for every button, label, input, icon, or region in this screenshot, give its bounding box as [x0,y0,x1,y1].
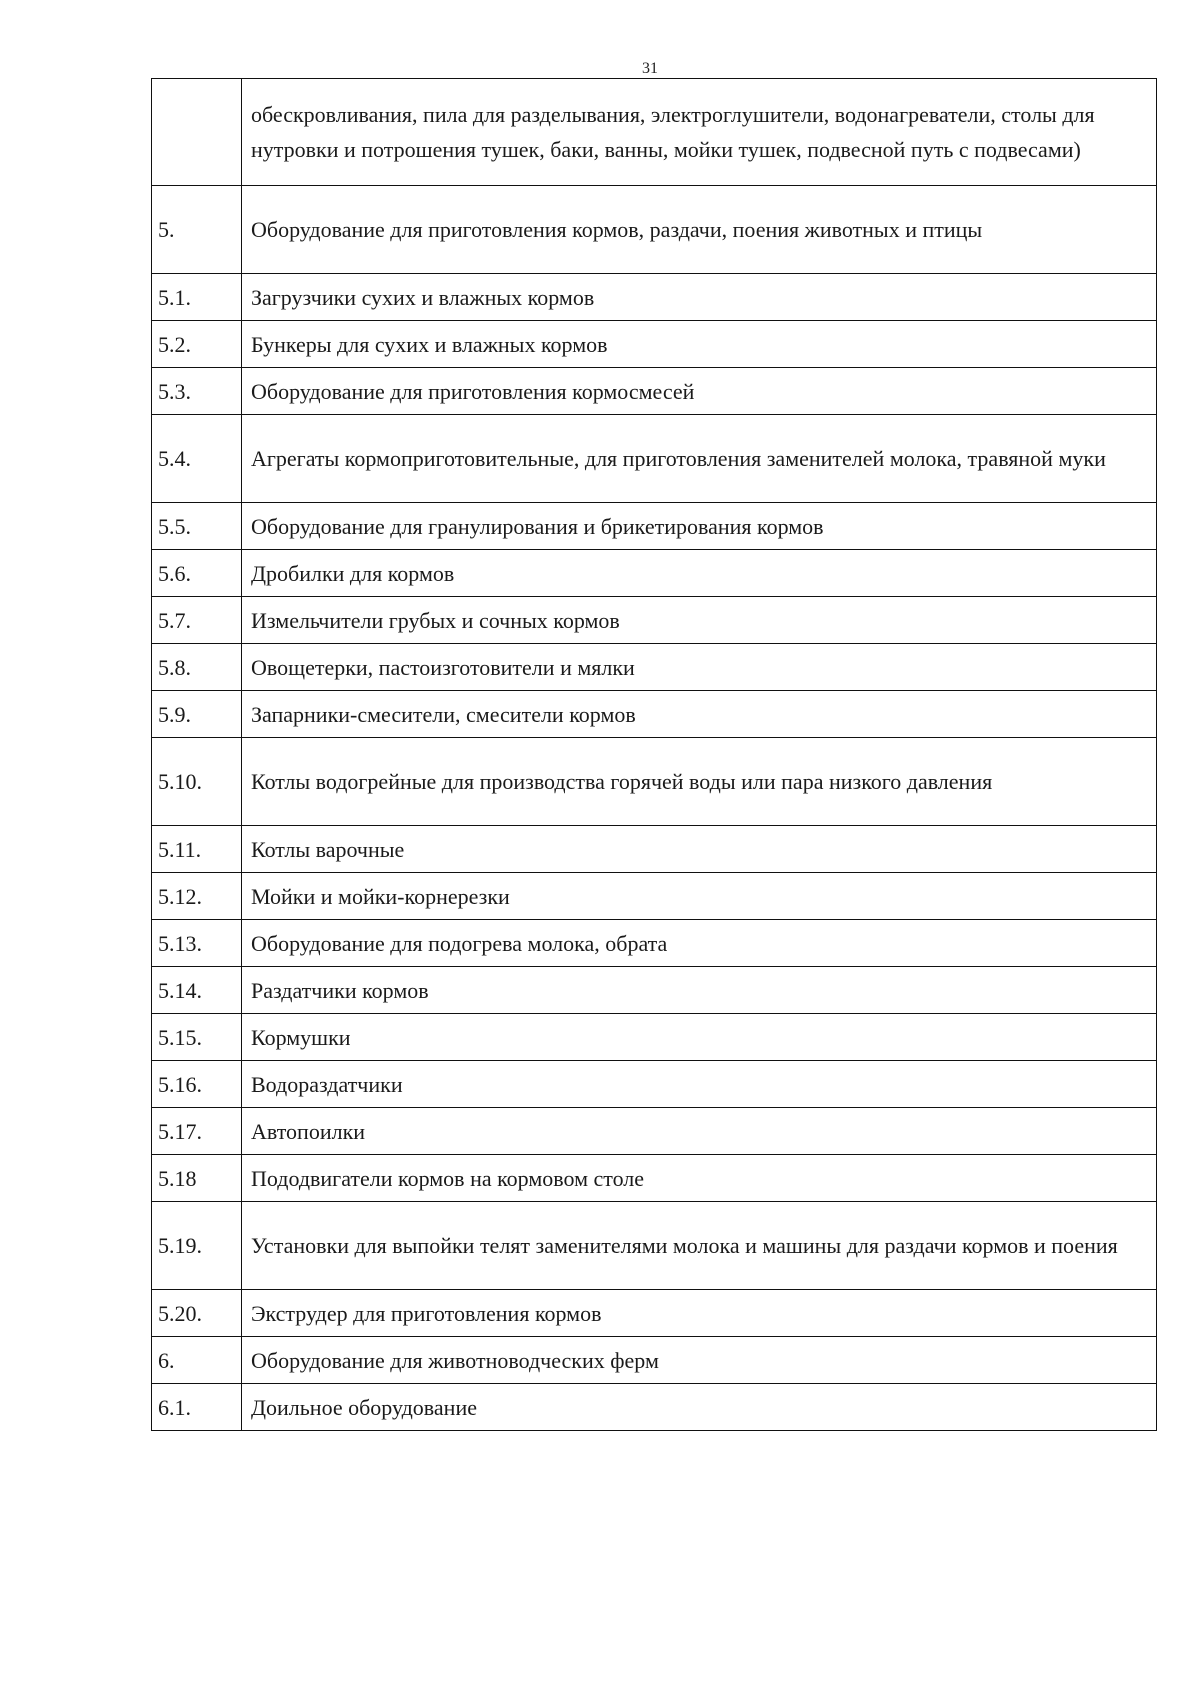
row-text: Дробилки для кормов [242,550,1157,597]
table-row [152,1337,1157,1384]
row-number: 5.16. [152,1061,242,1108]
row-text: Водораздатчики [242,1061,1157,1108]
row-text: Котлы варочные [242,826,1157,873]
row-text: Установки для выпойки телят заменителями молока и машины для раздачи кормов и поения [242,1202,1157,1290]
row-text: Оборудование для гранулирования и брикетирования кормов [242,503,1157,550]
row-text: Автопоилки [242,1108,1157,1155]
row-text: Загрузчики сухих и влажных кормов [242,274,1157,321]
row-number: 6. [152,1337,242,1384]
table-row [152,1108,1157,1155]
table-row [152,321,1157,368]
row-text: Мойки и мойки-корнерезки [242,873,1157,920]
row-text: Запарники-смесители, смесители кормов [242,691,1157,738]
table-row [152,1384,1157,1431]
row-number: 5.10. [152,738,242,826]
row-number: 5.6. [152,550,242,597]
row-number: 5. [152,186,242,274]
row-number: 5.9. [152,691,242,738]
table-row [152,274,1157,321]
table-row [152,186,1157,274]
table-row [152,1202,1157,1290]
row-number: 6.1. [152,1384,242,1431]
row-text: Котлы водогрейные для производства горячей воды или пара низкого давления [242,738,1157,826]
row-number: 5.13. [152,920,242,967]
row-number: 5.17. [152,1108,242,1155]
row-number: 5.7. [152,597,242,644]
row-number: 5.19. [152,1202,242,1290]
table-row [152,967,1157,1014]
row-number: 5.15. [152,1014,242,1061]
page-number: 31 [642,60,658,77]
row-number: 5.4. [152,415,242,503]
row-text: обескровливания, пила для разделывания, электроглушители, водонагреватели, столы для нутровки и потрошения тушек, баки, ванны, мойки тушек, подвесной путь с подвесами) [242,79,1157,186]
row-text: Овощетерки, пастоизготовители и мялки [242,644,1157,691]
table-row [152,920,1157,967]
table-row [152,1290,1157,1337]
table-row [152,1014,1157,1061]
row-text: Оборудование для животноводческих ферм [242,1337,1157,1384]
row-text: Доильное оборудование [242,1384,1157,1431]
row-text: Измельчители грубых и сочных кормов [242,597,1157,644]
row-number: 5.1. [152,274,242,321]
equipment-table [151,78,1157,1431]
table-row [152,644,1157,691]
row-number: 5.14. [152,967,242,1014]
row-text: Оборудование для приготовления кормов, раздачи, поения животных и птицы [242,186,1157,274]
table-row [152,79,1157,186]
row-text: Экструдер для приготовления кормов [242,1290,1157,1337]
row-text: Кормушки [242,1014,1157,1061]
row-number: 5.8. [152,644,242,691]
row-number [152,79,242,186]
row-text: Оборудование для подогрева молока, обрата [242,920,1157,967]
row-text: Пододвигатели кормов на кормовом столе [242,1155,1157,1202]
row-number: 5.20. [152,1290,242,1337]
table-row [152,597,1157,644]
table-row [152,550,1157,597]
table-row [152,738,1157,826]
row-number: 5.12. [152,873,242,920]
row-text: Агрегаты кормоприготовительные, для приготовления заменителей молока, травяной муки [242,415,1157,503]
table-row [152,1061,1157,1108]
table-row [152,826,1157,873]
table-row [152,873,1157,920]
table-row [152,691,1157,738]
row-text: Раздатчики кормов [242,967,1157,1014]
row-number: 5.3. [152,368,242,415]
row-text: Бункеры для сухих и влажных кормов [242,321,1157,368]
row-number: 5.18 [152,1155,242,1202]
table-row [152,503,1157,550]
table-row [152,1155,1157,1202]
row-number: 5.11. [152,826,242,873]
row-number: 5.2. [152,321,242,368]
row-text: Оборудование для приготовления кормосмесей [242,368,1157,415]
table-row [152,415,1157,503]
row-number: 5.5. [152,503,242,550]
table-row [152,368,1157,415]
